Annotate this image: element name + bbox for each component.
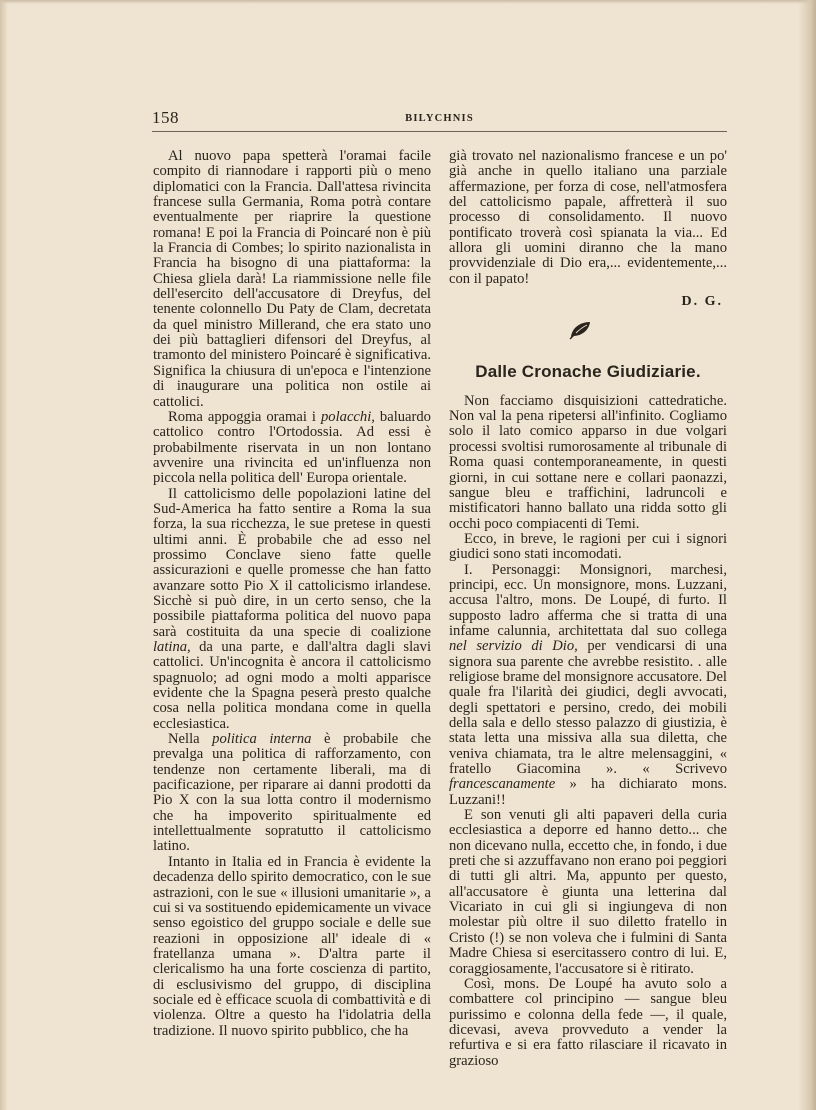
page-top-edge bbox=[0, 0, 816, 4]
running-header bbox=[152, 108, 727, 130]
italic-term: polacchi, bbox=[321, 408, 375, 425]
italic-term: francescanamente bbox=[449, 776, 556, 793]
right-column bbox=[449, 149, 727, 1069]
paragraph: Il cattolicismo delle popolazioni latine del Sud-America ha fatto sentire a Roma la sua forza, la sua ricchezza, le sue pretese in questi ultimi anni. È probabile che ad esso nel prossimo Conclave sieno fatte quelle assicurazioni e quelle promesse che han fatto avanzare sotto Pio X il cattolicismo irlandese. Sicchè si può dire, in un certo senso, che la possibile piattaforma politica del nuovo papa sarà costituita da una specie di coalizione latina, da una parte, e dall'altra dagli slavi cattolici. Un'incognita è ancora il cattolicismo spagnuolo; ad ogni modo a molti apparisce evidente che la Spagna peserà presto qualche cosa nella politica mondana come in quella ecclesiastica. bbox=[153, 485, 431, 732]
paragraph: E son venuti gli alti papaveri della curia ecclesiastica a deporre ed hanno detto... che non dicevano nulla, eccetto che, in fondo, i due preti che si azzuffavano non erano poi peggiori di tutti gli altri. Ma, appunto per questo, all'accusatore è giunta una letterina dal Vicariato in cui gli si ingiungeva di non molestar più oltre il suo diletto fratello in Cristo (!) se non voleva che i fulmini di Santa Madre Chiesa si esercitassero contro di lui. E, coraggiosamente, l'accusatore si è ritirato. bbox=[449, 807, 727, 977]
leaf-ornament-icon bbox=[568, 320, 592, 340]
running-title: BILYCHNIS bbox=[405, 113, 474, 124]
paragraph: Roma appoggia oramai i polacchi, baluardo cattolico contro l'Ortodossia. Ad essi è probabilmente riservata in un non lontano avvenire una rivincita ed un'influenza non piccola nella politica dell' Europa orientale. bbox=[153, 408, 431, 487]
italic-term: latina, bbox=[153, 639, 191, 655]
author-signature: D. G. bbox=[681, 294, 723, 310]
page-number: 158 bbox=[152, 108, 179, 127]
paragraph: Ecco, in breve, le ragioni per cui i signori giudici sono stati incomodati. bbox=[449, 530, 727, 563]
paragraph: Così, mons. De Loupé ha avuto solo a combattere col principino — sangue bleu purissimo e colonna della fede —, il quale, dicevasi, aveva provveduto a vender la refurtiva e si era fatto rilasciare il ricavato in grazioso bbox=[449, 975, 727, 1069]
paragraph: I. Personaggi: Monsignori, marchesi, principi, ecc. Un monsignore, mons. Luzzani, accusa l'altro, mons. De Loupé, di furto. Il supposto ladro afferma che si tratta di una infame calunnia, architettata dal suo collega nel servizio di Dio, per vendicarsi di una signora sua parente che avrebbe resistito. . alle religiose brame del monsignore accusatore. Del quale fra l'ilarità dei giudici, degli avvocati, degli spettatori e persino, credo, dei mobili della sala e dello stesso palazzo di giustizia, è stata letta una missiva alla sua diletta, che veniva chiamata, tra le altre melensaggini, « fratello Giacomina ». « Scrivevo francescanamente » ha dichiarato mons. Luzzani!! bbox=[449, 561, 727, 808]
paragraph: già trovato nel nazionalismo francese e un po' già anche in quello italiano una parziale affermazione, per forza di cose, nell'atmosfera del cattolicismo papale, affretterà il suo processo di consolidamento. Il nuovo pontificato troverà così spianata la via... Ed allora gli uomini diranno che la mano provvidenziale di Dio era,... evidentemente,... con il papato! bbox=[449, 148, 727, 287]
section-title: Dalle Cronache Giudiziarie. bbox=[475, 362, 701, 382]
paragraph: Intanto in Italia ed in Francia è evidente la decadenza dello spirito democratico, con le sue astrazioni, con le sue « illusioni umanitarie », a cui si va sostituendo epidemicamente un vivace senso egoistico del gruppo sociale e delle sue reazioni in opposizione all' ideale di « fratellanza umana ». D'altra parte il clericalismo ha una forte coscienza di partito, di esclusivismo del gruppo, di disciplina sociale ed è efficace scuola di combattività e di violenza. Oltre a questo ha l'idolatria della tradizione. Il nuovo spirito pubblico, che ha bbox=[153, 853, 432, 1039]
italic-term: politica interna bbox=[212, 731, 312, 748]
paragraph: Non facciamo disquisizioni cattedratiche. Non val la pena ripetersi all'infinito. Cogliamo solo il lato comico apparso in due volgari processi svoltisi rumorosamente al tribunale di Roma quasi contemporaneamente, in questi giorni, in cui sottane nere e collari paonazzi, sangue bleu e traffichini, ladruncoli e mistificatori hanno ballato una ridda sotto gli occhi poco compiacenti di Temi. bbox=[449, 392, 727, 532]
italic-term: nel servizio di Dio, bbox=[449, 638, 578, 655]
header-rule bbox=[152, 131, 727, 132]
page-left-edge bbox=[0, 0, 8, 1110]
page-right-edge bbox=[798, 0, 816, 1110]
paragraph: Al nuovo papa spetterà l'oramai facile compito di riannodare i rapporti più o meno diplomatici con la Francia. Dall'attesa rivincita francese sulla Germania, Roma potrà contare eventualmente per riaprire la questione romana! E poi la Francia di Poincaré non è più la Francia di Combes; lo spirito nazionalista in Francia ha bisogno di una piattaforma: la Chiesa gliela darà! La riammissione nelle file dell'esercito dell'accusatore di Dreyfus, del tenente colonnello Du Paty de Clam, decretata da quel ministro Millerand, che era stato uno dei più battaglieri difensori del Dreyfus, al tramonto del ministero Poincaré è significativa. Significa la chiusura di un'epoca e l'intenzione di inaugurare una politica non ostile ai cattolici. bbox=[153, 148, 431, 410]
left-column bbox=[153, 149, 431, 1039]
paragraph: Nella politica interna è probabile che prevalga una politica di rafforzamento, con tendenze non certamente liberali, ma di pacificazione, per riparare ai danni prodotti da Pio X con la sua lotta contro il modernismo che ha impoverito spiritualmente ed intellettualmente sopratutto il cattolicismo latino. bbox=[153, 731, 431, 855]
